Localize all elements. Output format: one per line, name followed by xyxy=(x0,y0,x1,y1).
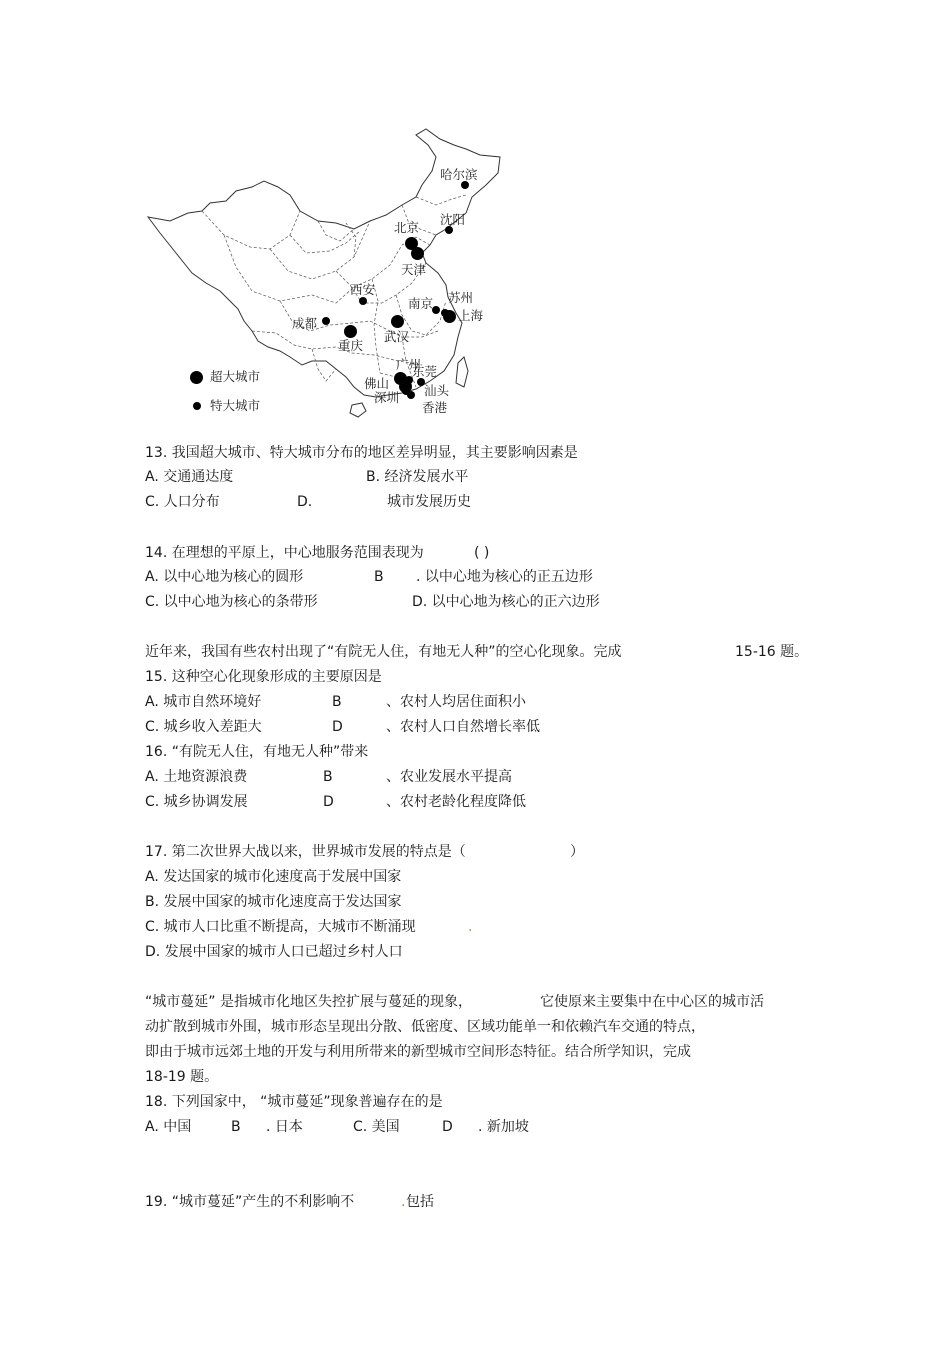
taiwan-island xyxy=(456,357,468,387)
shenyang-label: 沈阳 xyxy=(440,212,466,227)
legend-super-label: 超大城市 xyxy=(210,369,261,384)
q14-option-b-letter: B xyxy=(374,569,384,585)
guangzhou-label: 广州 xyxy=(396,357,422,372)
q15-option-b-letter: B xyxy=(332,694,342,710)
q17-option-c-mark: . xyxy=(468,919,473,935)
intro-18-19-line2: 动扩散到城市外围，城市形态呈现出分散、低密度、区域功能单一和依赖汽车交通的特点， xyxy=(145,1019,705,1035)
dongguan-label: 东莞 xyxy=(412,364,438,379)
q15-option-b-text: 、农村人均居住面积小 xyxy=(386,694,526,710)
chengdu-dot xyxy=(322,317,330,325)
suzhou-label: 苏州 xyxy=(448,290,474,305)
chongqing-label: 重庆 xyxy=(338,338,364,353)
q17-option-c: C. 城市人口比重不断提高，大城市不断涌现 xyxy=(145,919,416,935)
q17-option-a: A. 发达国家的城市化速度高于发展中国家 xyxy=(145,869,402,885)
q18-option-b-text: . 日本 xyxy=(266,1119,303,1135)
legend-mega-dot xyxy=(193,402,201,410)
intro-15-16-range: 15-16 题。 xyxy=(735,644,809,660)
q16-option-d-letter: D xyxy=(323,794,334,810)
q15-option-d-text: 、农村人口自然增长率低 xyxy=(386,719,540,735)
q19-tail: 包括 xyxy=(406,1194,434,1210)
legend-super-dot xyxy=(190,371,203,384)
tianjin-label: 天津 xyxy=(401,262,427,277)
q18-option-d-letter: D xyxy=(442,1119,453,1135)
tianjin-dot xyxy=(411,247,424,260)
q14-option-d: D. 以中心地为核心的正六边形 xyxy=(412,594,600,610)
q18-option-b-letter: B xyxy=(231,1119,241,1135)
shenzhen-label: 深圳 xyxy=(374,390,400,405)
q15-stem: 15. 这种空心化现象形成的主要原因是 xyxy=(145,669,382,685)
q15-option-d-letter: D xyxy=(332,719,343,735)
q18-stem: 18. 下列国家中， “城市蔓延”现象普遍存在的是 xyxy=(145,1094,443,1110)
q16-stem: 16. “有院无人住，有地无人种”带来 xyxy=(145,744,369,760)
chengdu-label: 成都 xyxy=(292,316,318,331)
foshan-label: 佛山 xyxy=(364,376,390,391)
q16-option-b-text: 、农业发展水平提高 xyxy=(386,769,512,785)
q17-option-b: B. 发展中国家的城市化速度高于发达国家 xyxy=(145,894,402,910)
hainan-island xyxy=(350,403,366,417)
intro-18-19-line1b: 它使原来主要集中在中心区的城市活 xyxy=(540,994,764,1010)
nanjing-label: 南京 xyxy=(408,296,434,311)
wuhan-dot xyxy=(391,315,404,328)
q16-option-a: A. 土地资源浪费 xyxy=(145,769,248,785)
q13-option-d-text: 城市发展历史 xyxy=(387,494,471,510)
q15-option-a: A. 城市自然环境好 xyxy=(145,694,262,710)
q13-option-a: A. 交通通达度 xyxy=(145,469,234,485)
xian-label: 西安 xyxy=(350,282,376,297)
shanghai-dot xyxy=(443,310,456,323)
q15-option-c: C. 城乡收入差距大 xyxy=(145,719,262,735)
q13-option-d-letter: D. xyxy=(297,494,313,510)
q18-option-d-text: . 新加坡 xyxy=(478,1119,529,1135)
q14-option-b-text: . 以中心地为核心的正五边形 xyxy=(416,569,593,585)
hongkong-dot xyxy=(407,391,415,399)
q17-close-paren: ） xyxy=(570,844,584,860)
q16-option-d-text: 、农村老龄化程度降低 xyxy=(386,794,526,810)
intro-15-16-text: 近年来，我国有些农村出现了“有院无人住，有地无人种”的空心化现象。完成 xyxy=(145,644,622,660)
chongqing-dot xyxy=(344,325,357,338)
q16-option-b-letter: B xyxy=(323,769,333,785)
nanjing-dot xyxy=(432,306,440,314)
shanghai-label: 上海 xyxy=(458,308,484,323)
hongkong-label: 香港 xyxy=(422,400,448,415)
q13-option-c: C. 人口分布 xyxy=(145,494,220,510)
q16-option-c: C. 城乡协调发展 xyxy=(145,794,248,810)
q18-option-c: C. 美国 xyxy=(353,1119,400,1135)
intro-18-19-line3: 即由于城市远郊土地的开发与利用所带来的新型城市空间形态特征。结合所学知识，完成 xyxy=(145,1044,691,1060)
q14-stem: 14. 在理想的平原上，中心地服务范围表现为 xyxy=(145,545,424,561)
shantou-label: 汕头 xyxy=(424,383,450,398)
q13-stem: 13. 我国超大城市、特大城市分布的地区差异明显，其主要影响因素是 xyxy=(145,445,578,461)
q17-stem: 17. 第二次世界大战以来，世界城市发展的特点是（ xyxy=(145,844,466,860)
beijing-label: 北京 xyxy=(394,220,420,235)
intro-18-19-line4: 18-19 题。 xyxy=(145,1069,219,1085)
q14-option-c: C. 以中心地为核心的条带形 xyxy=(145,594,318,610)
q17-option-d: D. 发展中国家的城市人口已超过乡村人口 xyxy=(145,944,403,960)
province-boundaries xyxy=(202,195,466,387)
q18-option-a: A. 中国 xyxy=(145,1119,192,1135)
wuhan-label: 武汉 xyxy=(384,329,410,344)
xian-dot xyxy=(359,297,367,305)
q19-stem: 19. “城市蔓延”产生的不利影响不 xyxy=(145,1194,355,1210)
harbin-dot xyxy=(461,181,469,189)
q14-paren: ( ) xyxy=(474,545,490,561)
q14-option-a: A. 以中心地为核心的圆形 xyxy=(145,569,304,585)
shenyang-dot xyxy=(445,226,453,234)
harbin-label: 哈尔滨 xyxy=(440,167,478,182)
intro-18-19-line1a: “城市蔓延” 是指城市化地区失控扩展与蔓延的现象， xyxy=(145,994,472,1010)
q13-option-b: B. 经济发展水平 xyxy=(366,469,469,485)
china-city-map xyxy=(140,125,510,425)
legend-mega-label: 特大城市 xyxy=(210,398,261,413)
q19-mark: . xyxy=(401,1194,406,1210)
